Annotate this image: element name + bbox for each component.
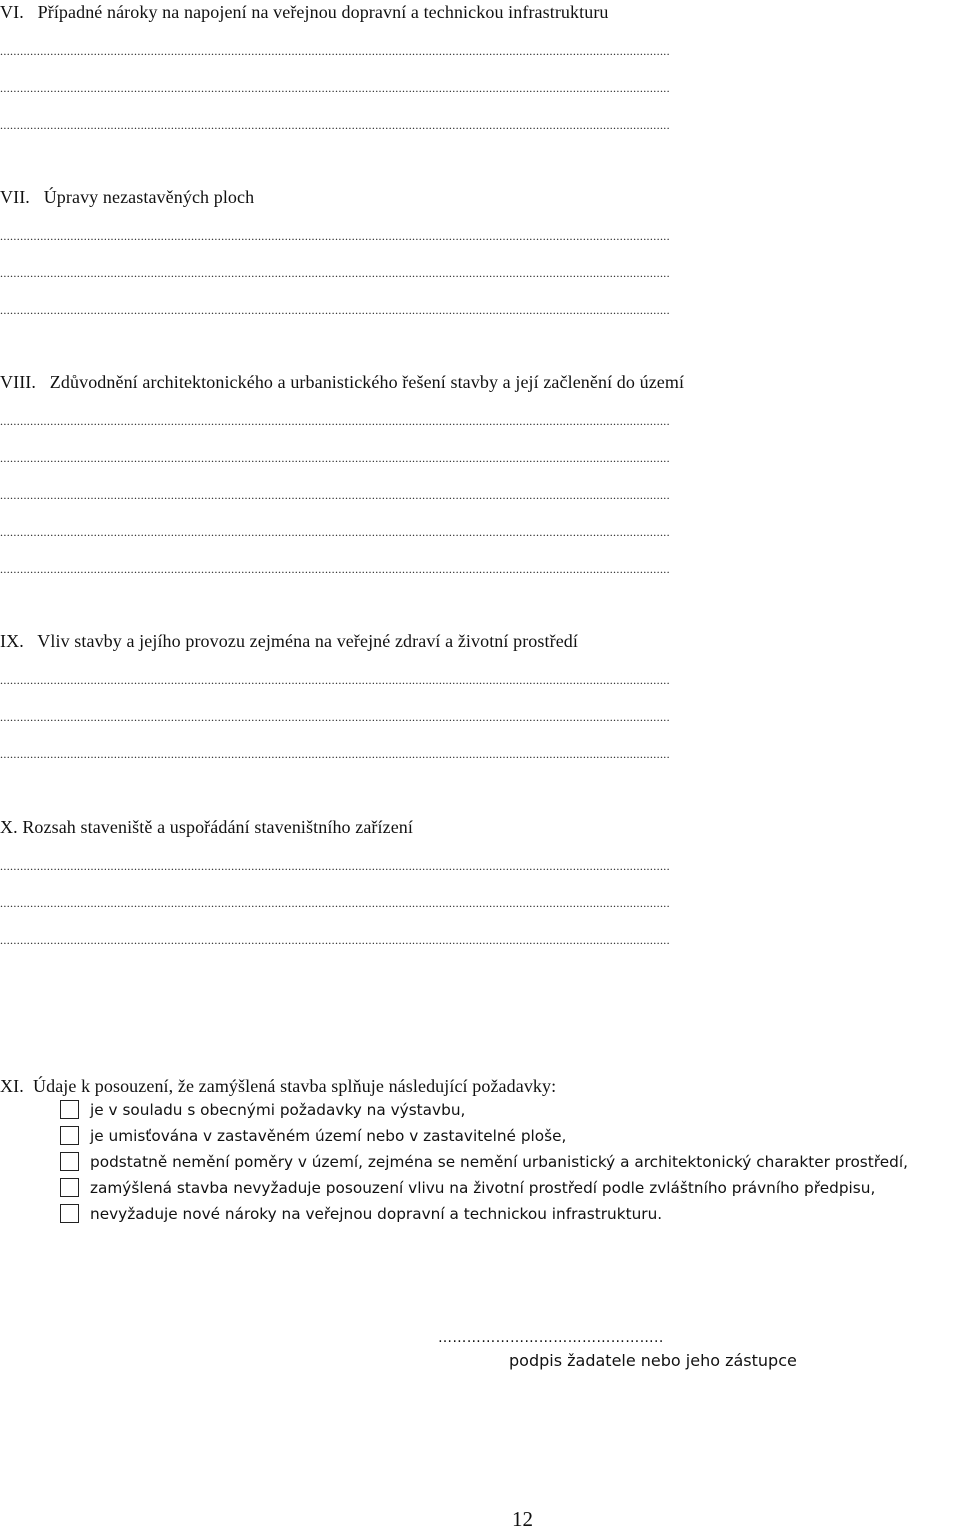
requirement-checkbox[interactable]: [60, 1126, 79, 1145]
fill-line[interactable]: [0, 560, 785, 578]
requirement-checkbox[interactable]: [60, 1152, 79, 1171]
fill-line[interactable]: [0, 412, 785, 430]
fill-line[interactable]: [0, 227, 785, 245]
requirement-row: [60, 1178, 875, 1197]
section-title: Zdůvodnění architektonického a urbanistického řešení stavby a její začlenění do území: [49, 372, 685, 392]
fill-line[interactable]: [0, 486, 785, 504]
fill-line[interactable]: [0, 708, 785, 726]
section-number: IX.: [0, 631, 24, 651]
signature-label: podpis žadatele nebo jeho zástupce: [509, 1351, 797, 1370]
fill-line[interactable]: [0, 931, 785, 949]
requirement-label: je umisťována v zastavěném území nebo v zastavitelné ploše,: [90, 1126, 567, 1145]
requirement-row: [60, 1152, 908, 1171]
requirement-label: podstatně nemění poměry v území, zejména se nemění urbanistický a architektonický charakter prostředí,: [90, 1152, 908, 1171]
section-xi-heading: [0, 1076, 556, 1097]
fill-line[interactable]: [0, 449, 785, 467]
section-title: Úpravy nezastavěných ploch: [43, 187, 255, 207]
fill-line[interactable]: [0, 857, 785, 875]
section-ix-heading: [0, 631, 578, 652]
section-number: XI.: [0, 1076, 24, 1096]
requirement-label: nevyžaduje nové nároky na veřejnou dopravní a technickou infrastrukturu.: [90, 1204, 663, 1223]
section-viii-heading: [0, 372, 684, 393]
section-vi-heading: [0, 2, 609, 23]
requirement-label: je v souladu s obecnými požadavky na výstavbu,: [90, 1100, 466, 1119]
fill-line[interactable]: [0, 671, 785, 689]
section-number: VII.: [0, 187, 30, 207]
requirement-row: [60, 1204, 662, 1223]
fill-line[interactable]: [0, 894, 785, 912]
fill-line[interactable]: [0, 79, 785, 97]
section-number: VIII.: [0, 372, 36, 392]
requirement-row: [60, 1100, 465, 1119]
fill-line[interactable]: [0, 523, 785, 541]
section-title: Případné nároky na napojení na veřejnou dopravní a technickou infrastrukturu: [37, 2, 609, 22]
section-title: Vliv stavby a jejího provozu zejména na veřejné zdraví a životní prostředí: [37, 631, 578, 651]
requirement-checkbox[interactable]: [60, 1204, 79, 1223]
fill-line[interactable]: [0, 42, 785, 60]
fill-line[interactable]: [0, 745, 785, 763]
section-number: X.: [0, 817, 18, 837]
section-title: Údaje k posouzení, že zamýšlená stavba splňuje následující požadavky:: [33, 1076, 557, 1096]
requirement-row: [60, 1126, 566, 1145]
requirement-label: zamýšlená stavba nevyžaduje posouzení vlivu na životní prostředí podle zvláštního právního předpisu,: [90, 1178, 876, 1197]
section-vii-heading: [0, 187, 254, 208]
fill-line[interactable]: [0, 264, 785, 282]
section-number: VI.: [0, 2, 24, 22]
section-x-heading: [0, 817, 413, 838]
section-title: Rozsah staveniště a uspořádání staveništního zařízení: [22, 817, 413, 837]
fill-line[interactable]: [0, 301, 785, 319]
signature-line[interactable]: ………………………………………..: [438, 1330, 664, 1346]
page-number: 12: [512, 1507, 533, 1531]
fill-line[interactable]: [0, 116, 785, 134]
requirement-checkbox[interactable]: [60, 1178, 79, 1197]
requirement-checkbox[interactable]: [60, 1100, 79, 1119]
